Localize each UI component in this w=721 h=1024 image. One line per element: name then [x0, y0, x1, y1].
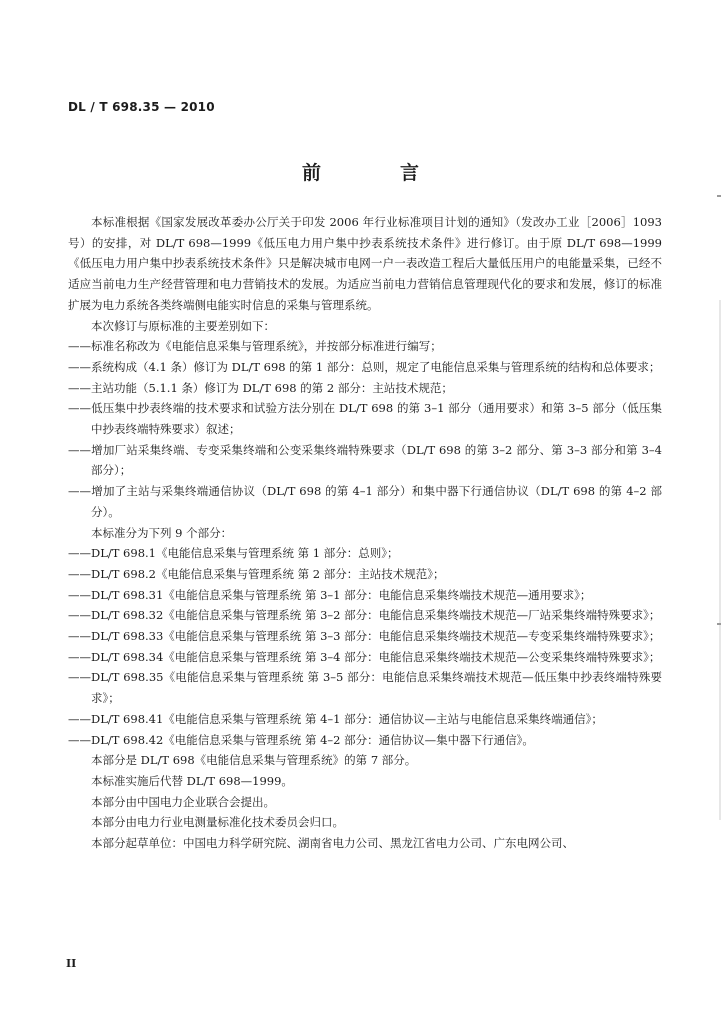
page-number: II	[66, 957, 77, 970]
list-item: ——标准名称改为《电能信息采集与管理系统》，并按部分标准进行编写；	[68, 339, 442, 354]
scan-margin-tick	[717, 623, 721, 625]
list-item: ——DL/T 698.32《电能信息采集与管理系统 第 3–2 部分：电能信息采集终端技术规范—厂站采集终端特殊要求》；	[68, 608, 661, 623]
paragraph: 本次修订与原标准的主要差别如下：	[91, 318, 275, 333]
list-item: ——DL/T 698.35《电能信息采集与管理系统 第 3–5 部分：电能信息采集终端技术规范—低压集中抄表终端特殊要求》；	[68, 670, 662, 706]
list-item: ——增加了主站与采集终端通信协议（DL/T 698 的第 4–1 部分）和集中器下行通信协议（DL/T 698 的第 4–2 部分）。	[68, 484, 662, 519]
list-item: ——主站功能（5.1.1 条）修订为 DL/T 698 的第 2 部分：主站技术规范；	[68, 380, 453, 395]
list-item: ——DL/T 698.41《电能信息采集与管理系统 第 4–1 部分：通信协议—主站与电能信息采集终端通信》；	[68, 711, 603, 726]
list-item: ——DL/T 698.2《电能信息采集与管理系统 第 2 部分：主站技术规范》；	[68, 566, 445, 581]
list-item: ——DL/T 698.1《电能信息采集与管理系统 第 1 部分：总则》；	[68, 546, 399, 561]
list-item: ——低压集中抄表终端的技术要求和试验方法分别在 DL/T 698 的第 3–1 部分（通用要求）和第 3–5 部分（低压集中抄表终端特殊要求）叙述；	[68, 401, 662, 437]
paragraph: 本部分是 DL/T 698《电能信息采集与管理系统》的第 7 部分。	[91, 753, 417, 768]
standard-number-header: DL / T 698.35 — 2010	[68, 100, 215, 114]
scan-margin-tick	[717, 195, 721, 197]
page-title: 前 言	[301, 162, 449, 184]
paragraph: 本标准分为下列 9 个部分：	[91, 525, 233, 540]
paragraph: 本部分由中国电力企业联合会提出。	[91, 794, 275, 809]
list-item: ——DL/T 698.31《电能信息采集与管理系统 第 3–1 部分：电能信息采集终端技术规范—通用要求》；	[68, 587, 592, 602]
paragraph: 本标准根据《国家发展改革委办公厅关于印发 2006 年行业标准项目计划的通知》（发改办工业［2006］1093 号）的安排，对 DL/T 698—1999《低压电力用户集中抄表系统技术条件》进行修订。由于原 DL/T 698—1999《低压电力用户集中抄表系统技术条件》只是解决城市电网一户一表改造工程后大量低压用户的电能量采集，已经不适应当前电力生产经营管理和电力营销技术的发展。为适应当前电力营销信息管理现代化的要求和发展，修订的标准扩展为电力系统各类终端侧电能实时信息的采集与管理系统。	[68, 215, 662, 312]
paragraph: 本部分由电力行业电测量标准化技术委员会归口。	[91, 815, 344, 830]
list-item: ——增加厂站采集终端、专变采集终端和公变采集终端特殊要求（DL/T 698 的第 3–2 部分、第 3–3 部分和第 3–4 部分）；	[68, 442, 662, 478]
paragraph: 本标准实施后代替 DL/T 698—1999。	[91, 773, 293, 788]
paragraph: 本部分起草单位：中国电力科学研究院、湖南省电力公司、黑龙江省电力公司、广东电网公司、	[91, 836, 574, 851]
list-item: ——系统构成（4.1 条）修订为 DL/T 698 的第 1 部分：总则，规定了电能信息采集与管理系统的结构和总体要求；	[68, 359, 661, 374]
list-item: ——DL/T 698.34《电能信息采集与管理系统 第 3–4 部分：电能信息采集终端技术规范—公变采集终端特殊要求》；	[68, 649, 661, 664]
body-text	[68, 212, 662, 854]
list-item: ——DL/T 698.33《电能信息采集与管理系统 第 3–3 部分：电能信息采集终端技术规范—专变采集终端特殊要求》；	[68, 629, 661, 644]
list-item: ——DL/T 698.42《电能信息采集与管理系统 第 4–2 部分：通信协议—集中器下行通信》。	[68, 732, 534, 747]
